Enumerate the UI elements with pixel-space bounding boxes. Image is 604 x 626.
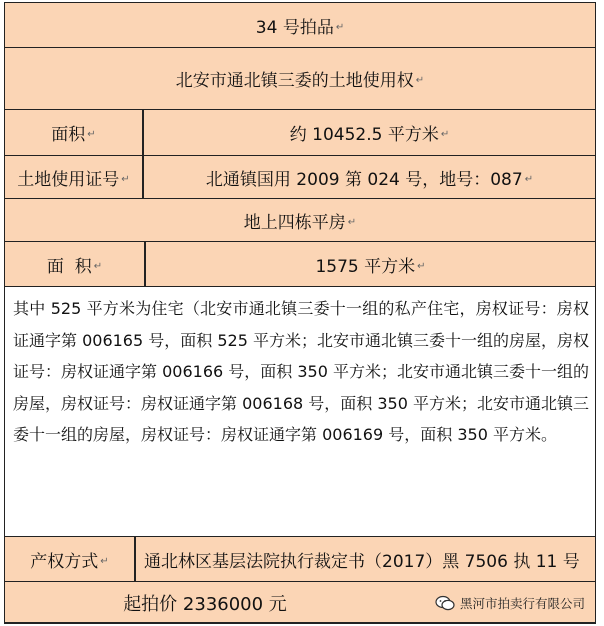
buildings-area-label: 面 积 <box>46 256 92 277</box>
lot-title: 34 号拍品 <box>255 17 334 38</box>
lot-title-cell <box>5 3 595 47</box>
land-cert-value-cell <box>144 156 595 198</box>
buildings-detail-row <box>4 286 596 536</box>
land-cert-label: 土地使用证号 <box>17 169 120 190</box>
buildings-area-label-cell <box>5 242 144 286</box>
buildings-area-value: 1575 平方米 <box>315 256 416 277</box>
lot-title-row <box>4 2 596 47</box>
property-name-cell <box>5 48 595 109</box>
watermark-text: 黑河市拍卖行有限公司 <box>459 596 585 611</box>
buildings-title-row <box>4 198 596 241</box>
ownership-label: 产权方式 <box>30 551 99 572</box>
ownership-value-cell <box>136 537 595 581</box>
starting-price-cell <box>5 582 405 624</box>
buildings-detail-text: 其中 525 平方米为住宅（北安市通北镇三委十一组的私产住宅，房权证号：房权证通字第 006165 号，面积 525 平方米；北安市通北镇三委十一组的房屋，房权证号：房权证通字第 006166 号，面积 350 平方米；北安市通北镇三委十一组的房屋，房权证号：房权证通字第 006168 号，面积 350 平方米；北安市通北镇三委十一组的房屋，房权证号：房权证通字第 006169 号，面积 350 平方米。 <box>13 299 589 444</box>
land-area-label-cell <box>5 110 142 155</box>
paragraph-mark-icon: ↵ <box>417 260 426 272</box>
land-cert-value: 北通镇国用 2009 第 024 号，地号：087 <box>205 169 523 190</box>
wechat-icon <box>435 595 455 611</box>
starting-price: 起拍价 2336000 元 <box>123 594 287 615</box>
auction-lot-table <box>4 2 596 624</box>
land-cert-row <box>4 155 596 198</box>
paragraph-mark-icon: ↵ <box>524 173 534 185</box>
ownership-value: 通北林区基层法院执行裁定书（2017）黑 7506 执 11 号 <box>144 551 580 572</box>
buildings-area-value-cell <box>146 242 595 286</box>
buildings-title-cell <box>5 199 595 241</box>
property-name: 北安市通北镇三委的土地使用权 <box>175 71 414 91</box>
paragraph-mark-icon: ↵ <box>100 555 109 567</box>
buildings-title: 地上四栋平房 <box>243 212 346 233</box>
land-area-label: 面积 <box>51 125 86 145</box>
land-area-row <box>4 109 596 155</box>
land-cert-label-cell <box>5 156 142 198</box>
paragraph-mark-icon: ↵ <box>87 129 96 140</box>
watermark <box>435 582 585 624</box>
table-bottom-border <box>4 622 596 624</box>
land-area-value: 约 10452.5 平方米 <box>289 125 439 145</box>
paragraph-mark-icon: ↵ <box>347 216 357 228</box>
ownership-label-cell <box>5 537 134 581</box>
paragraph-mark-icon: ↵ <box>415 75 425 86</box>
buildings-area-row <box>4 241 596 286</box>
ownership-row <box>4 536 596 581</box>
paragraph-mark-icon: ↵ <box>121 173 130 185</box>
paragraph-mark-icon: ↵ <box>93 260 103 272</box>
property-name-row <box>4 47 596 109</box>
paragraph-mark-icon: ↵ <box>440 129 450 140</box>
starting-price-row <box>4 581 596 624</box>
land-area-value-cell <box>144 110 595 155</box>
paragraph-mark-icon: ↵ <box>335 21 345 33</box>
